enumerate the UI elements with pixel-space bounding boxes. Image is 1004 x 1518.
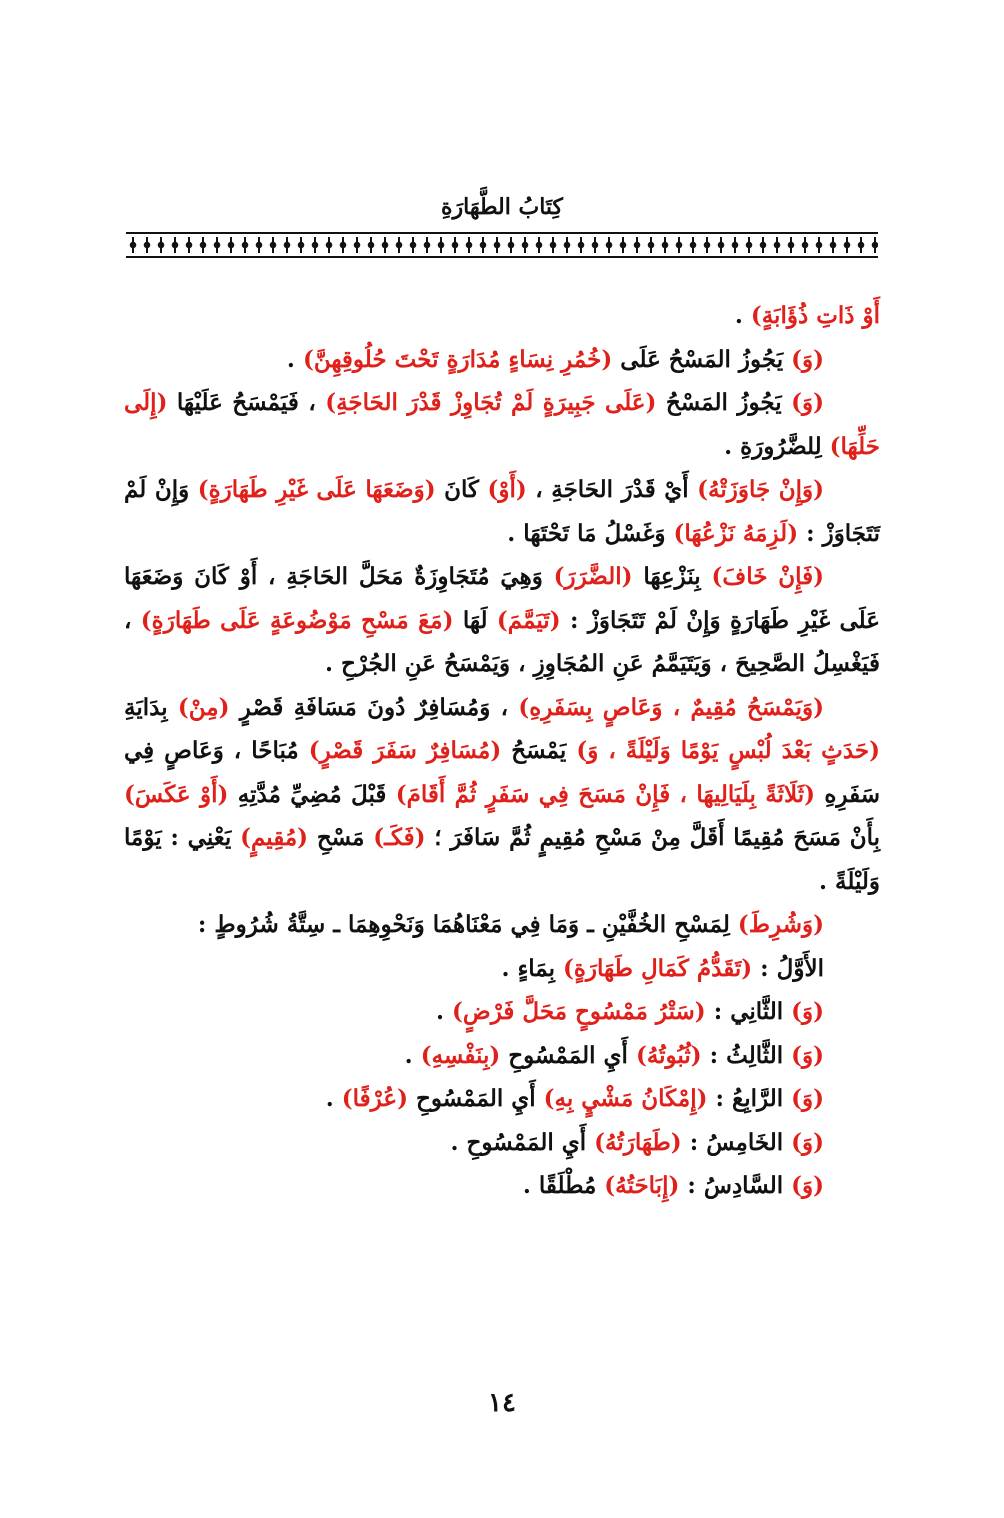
matn-text: (لَزِمَهُ نَزْعُهَا) <box>673 519 799 547</box>
matn-text: (مَعَ مَسْحِ مَوْضُوعَةٍ عَلَى طَهَارَةٍ) <box>140 606 454 634</box>
matn-text: (عَلَى جَبِيرَةٍ لَمْ تُجَاوِزْ قَدْرَ الحَاجَةِ) <box>325 389 657 416</box>
ornament-pattern <box>126 237 878 253</box>
matn-text: (وَيَمْسَحُ مُقِيمٌ ، وَعَاصٍ بِسَفَرِهِ) <box>518 693 824 721</box>
matn-text: (ثُبُوتُهُ) <box>635 1041 702 1069</box>
commentary-text: . <box>325 1085 342 1112</box>
condition-item <box>124 1077 880 1121</box>
matn-text: (أَوْ عَكَسَ) <box>124 780 229 808</box>
commentary-text: الثَّالِثُ : <box>701 1041 792 1069</box>
matn-text: (وَ) <box>791 998 824 1025</box>
matn-text: (إِلَى حَلِّهَا) <box>124 389 880 460</box>
paragraph <box>124 338 880 382</box>
ornamental-divider <box>126 232 878 258</box>
commentary-text: بِمَاءٍ . <box>501 954 563 982</box>
condition-item <box>124 1121 880 1165</box>
matn-text: (عُرْفًا) <box>341 1085 408 1112</box>
matn-text: (مُسَافِرٌ سَفَرَ قَصْرٍ) <box>308 737 502 764</box>
matn-text: (الضَّرَرَ) <box>553 563 633 590</box>
paragraph <box>124 903 880 947</box>
page-number: ١٤ <box>488 1388 516 1418</box>
matn-text: (أَوْ) <box>487 476 527 503</box>
commentary-text: ، فَيَغْسِلُ الصَّحِيحَ ، وَيَتَيَمَّمُ عَنِ المُجَاوِزِ ، وَيَمْسَحُ عَنِ الجُرْحِ . <box>124 606 880 677</box>
condition-item <box>124 1164 880 1208</box>
matn-text: (مُقِيمٍ) <box>240 824 309 851</box>
matn-text: (تَقَدُّمُ كَمَالِ طَهَارَةٍ) <box>562 954 753 982</box>
commentary-text: وَهِيَ مُتَجَاوِزَةٌ مَحَلَّ الحَاجَةِ ، أَوْ كَانَ وَضَعَهَا عَلَى غَيْرِ طَهَارَةٍ وَإِنْ لَمْ تَتَجَاوَزْ : <box>124 563 880 634</box>
commentary-text: الأَوَّلُ : <box>752 954 824 982</box>
matn-text: (وَ) <box>791 1128 824 1156</box>
commentary-text: كَانَ <box>435 476 488 503</box>
commentary-text: لَهَا <box>453 606 497 634</box>
commentary-text: أَيْ قَدْرَ الحَاجَةِ ، <box>526 476 698 503</box>
commentary-text: أَيِ المَمْسُوحِ <box>407 1085 544 1112</box>
commentary-text: بِنَزْعِهَا <box>632 563 712 590</box>
paragraph <box>124 686 880 904</box>
condition-item <box>124 947 880 991</box>
commentary-text: قَبْلَ مُضِيِّ مُدَّتِهِ <box>228 780 396 808</box>
paragraph <box>124 555 880 686</box>
matn-text: (إِمْكَانُ مَشْيٍ بِهِ) <box>543 1085 708 1112</box>
commentary-text: يَعْنِي : يَوْمًا وَلَيْلَةً . <box>124 824 880 895</box>
commentary-text: السَّادِسُ : <box>679 1172 792 1199</box>
matn-text: (خُمُرِ نِسَاءٍ مُدَارَةٍ تَحْتَ حُلُوقِهِنَّ) <box>302 345 613 373</box>
matn-text: (وَ) <box>791 1041 824 1069</box>
matn-text: (سَتْرُ مَمْسُوحٍ مَحَلَّ فَرْضٍ) <box>452 998 706 1025</box>
commentary-text: . <box>734 302 751 329</box>
condition-item <box>124 1034 880 1078</box>
commentary-text: لِلضَّرُورَةِ . <box>724 432 830 460</box>
commentary-text: وَإِنْ لَمْ تَتَجَاوَزْ : <box>124 476 880 547</box>
commentary-text: وَغَسْلُ مَا تَحْتَهَا . <box>507 519 674 547</box>
matn-text: (فَإِنْ خَافَ) <box>711 563 825 590</box>
commentary-text: . <box>404 1041 421 1069</box>
commentary-text: ، فَيَمْسَحُ عَلَيْهَا <box>167 389 326 416</box>
commentary-text: بِأَنْ مَسَحَ مُقِيمًا أَقَلَّ مِنْ مَسْحِ مُقِيمٍ ثُمَّ سَافَرَ ؛ <box>425 824 880 851</box>
condition-item <box>124 990 880 1034</box>
text-body <box>124 294 880 1208</box>
commentary-text: يَجُوزُ المَسْحُ عَلَى <box>612 345 792 373</box>
commentary-text: مَسْحِ <box>308 824 374 851</box>
matn-text: (وَ) <box>791 389 824 416</box>
commentary-text: . <box>286 345 303 373</box>
commentary-text: أَيِ المَمْسُوحِ <box>500 1041 636 1069</box>
commentary-text: بِدَايَةِ <box>124 693 178 721</box>
matn-text: (ثَلَاثَةً بِلَيَالِيهَا ، فَإِنْ مَسَحَ فِي سَفَرٍ ثُمَّ أَقَامَ) <box>395 780 815 808</box>
commentary-text: . <box>436 998 453 1025</box>
commentary-text: يَمْسَحُ <box>501 737 577 764</box>
paragraph <box>124 381 880 468</box>
commentary-text: أَيِ المَمْسُوحِ . <box>450 1128 595 1156</box>
paragraph <box>124 294 880 338</box>
matn-text: (وَإِنْ جَاوَزَتْهُ) <box>697 476 824 503</box>
matn-text: (وَ) <box>791 345 824 373</box>
paragraph <box>124 468 880 555</box>
commentary-text: يَجُوزُ المَسْحُ <box>656 389 792 416</box>
matn-text: (بِنَفْسِهِ) <box>420 1041 501 1069</box>
commentary-text: الرَّابِعُ : <box>707 1085 792 1112</box>
matn-text: (وَضَعَهَا عَلَى غَيْرِ طَهَارَةٍ) <box>197 476 436 503</box>
commentary-text: الخَامِسُ : <box>681 1128 792 1156</box>
matn-text: (مِنْ) <box>177 693 230 721</box>
matn-text: (طَهَارَتُهُ) <box>594 1128 682 1156</box>
commentary-text: مُطْلَقًا . <box>522 1172 605 1199</box>
commentary-text: ، وَمُسَافِرٌ دُونَ مَسَافَةِ قَصْرٍ <box>229 693 519 721</box>
commentary-text: مُبَاحًا ، وَعَاصٍ فِي سَفَرِهِ <box>124 737 880 808</box>
matn-text: (إِبَاحَتُهُ) <box>604 1172 680 1199</box>
matn-text: (وَ) <box>791 1085 824 1112</box>
matn-text: (فَكَـ) <box>373 824 426 851</box>
matn-text: (وَ) <box>791 1172 824 1199</box>
matn-text: (تَيَمَّمَ) <box>496 606 561 634</box>
matn-text: أَوْ ذَاتِ ذُؤَابَةٍ) <box>750 302 880 329</box>
running-head-title: كِتَابُ الطَّهَارَةِ <box>440 194 564 220</box>
matn-text: (وَشُرِطَ) <box>737 911 824 938</box>
commentary-text: الثَّانِي : <box>705 998 792 1025</box>
commentary-text: لِمَسْحِ الخُفَّيْنِ ـ وَمَا فِي مَعْنَاهُمَا وَنَحْوِهِمَا ـ سِتَّةُ شُرُوطٍ : <box>197 911 738 938</box>
matn-text: (حَدَثٍ بَعْدَ لُبْسٍ يَوْمًا وَلَيْلَةً ، وَ) <box>576 737 881 764</box>
